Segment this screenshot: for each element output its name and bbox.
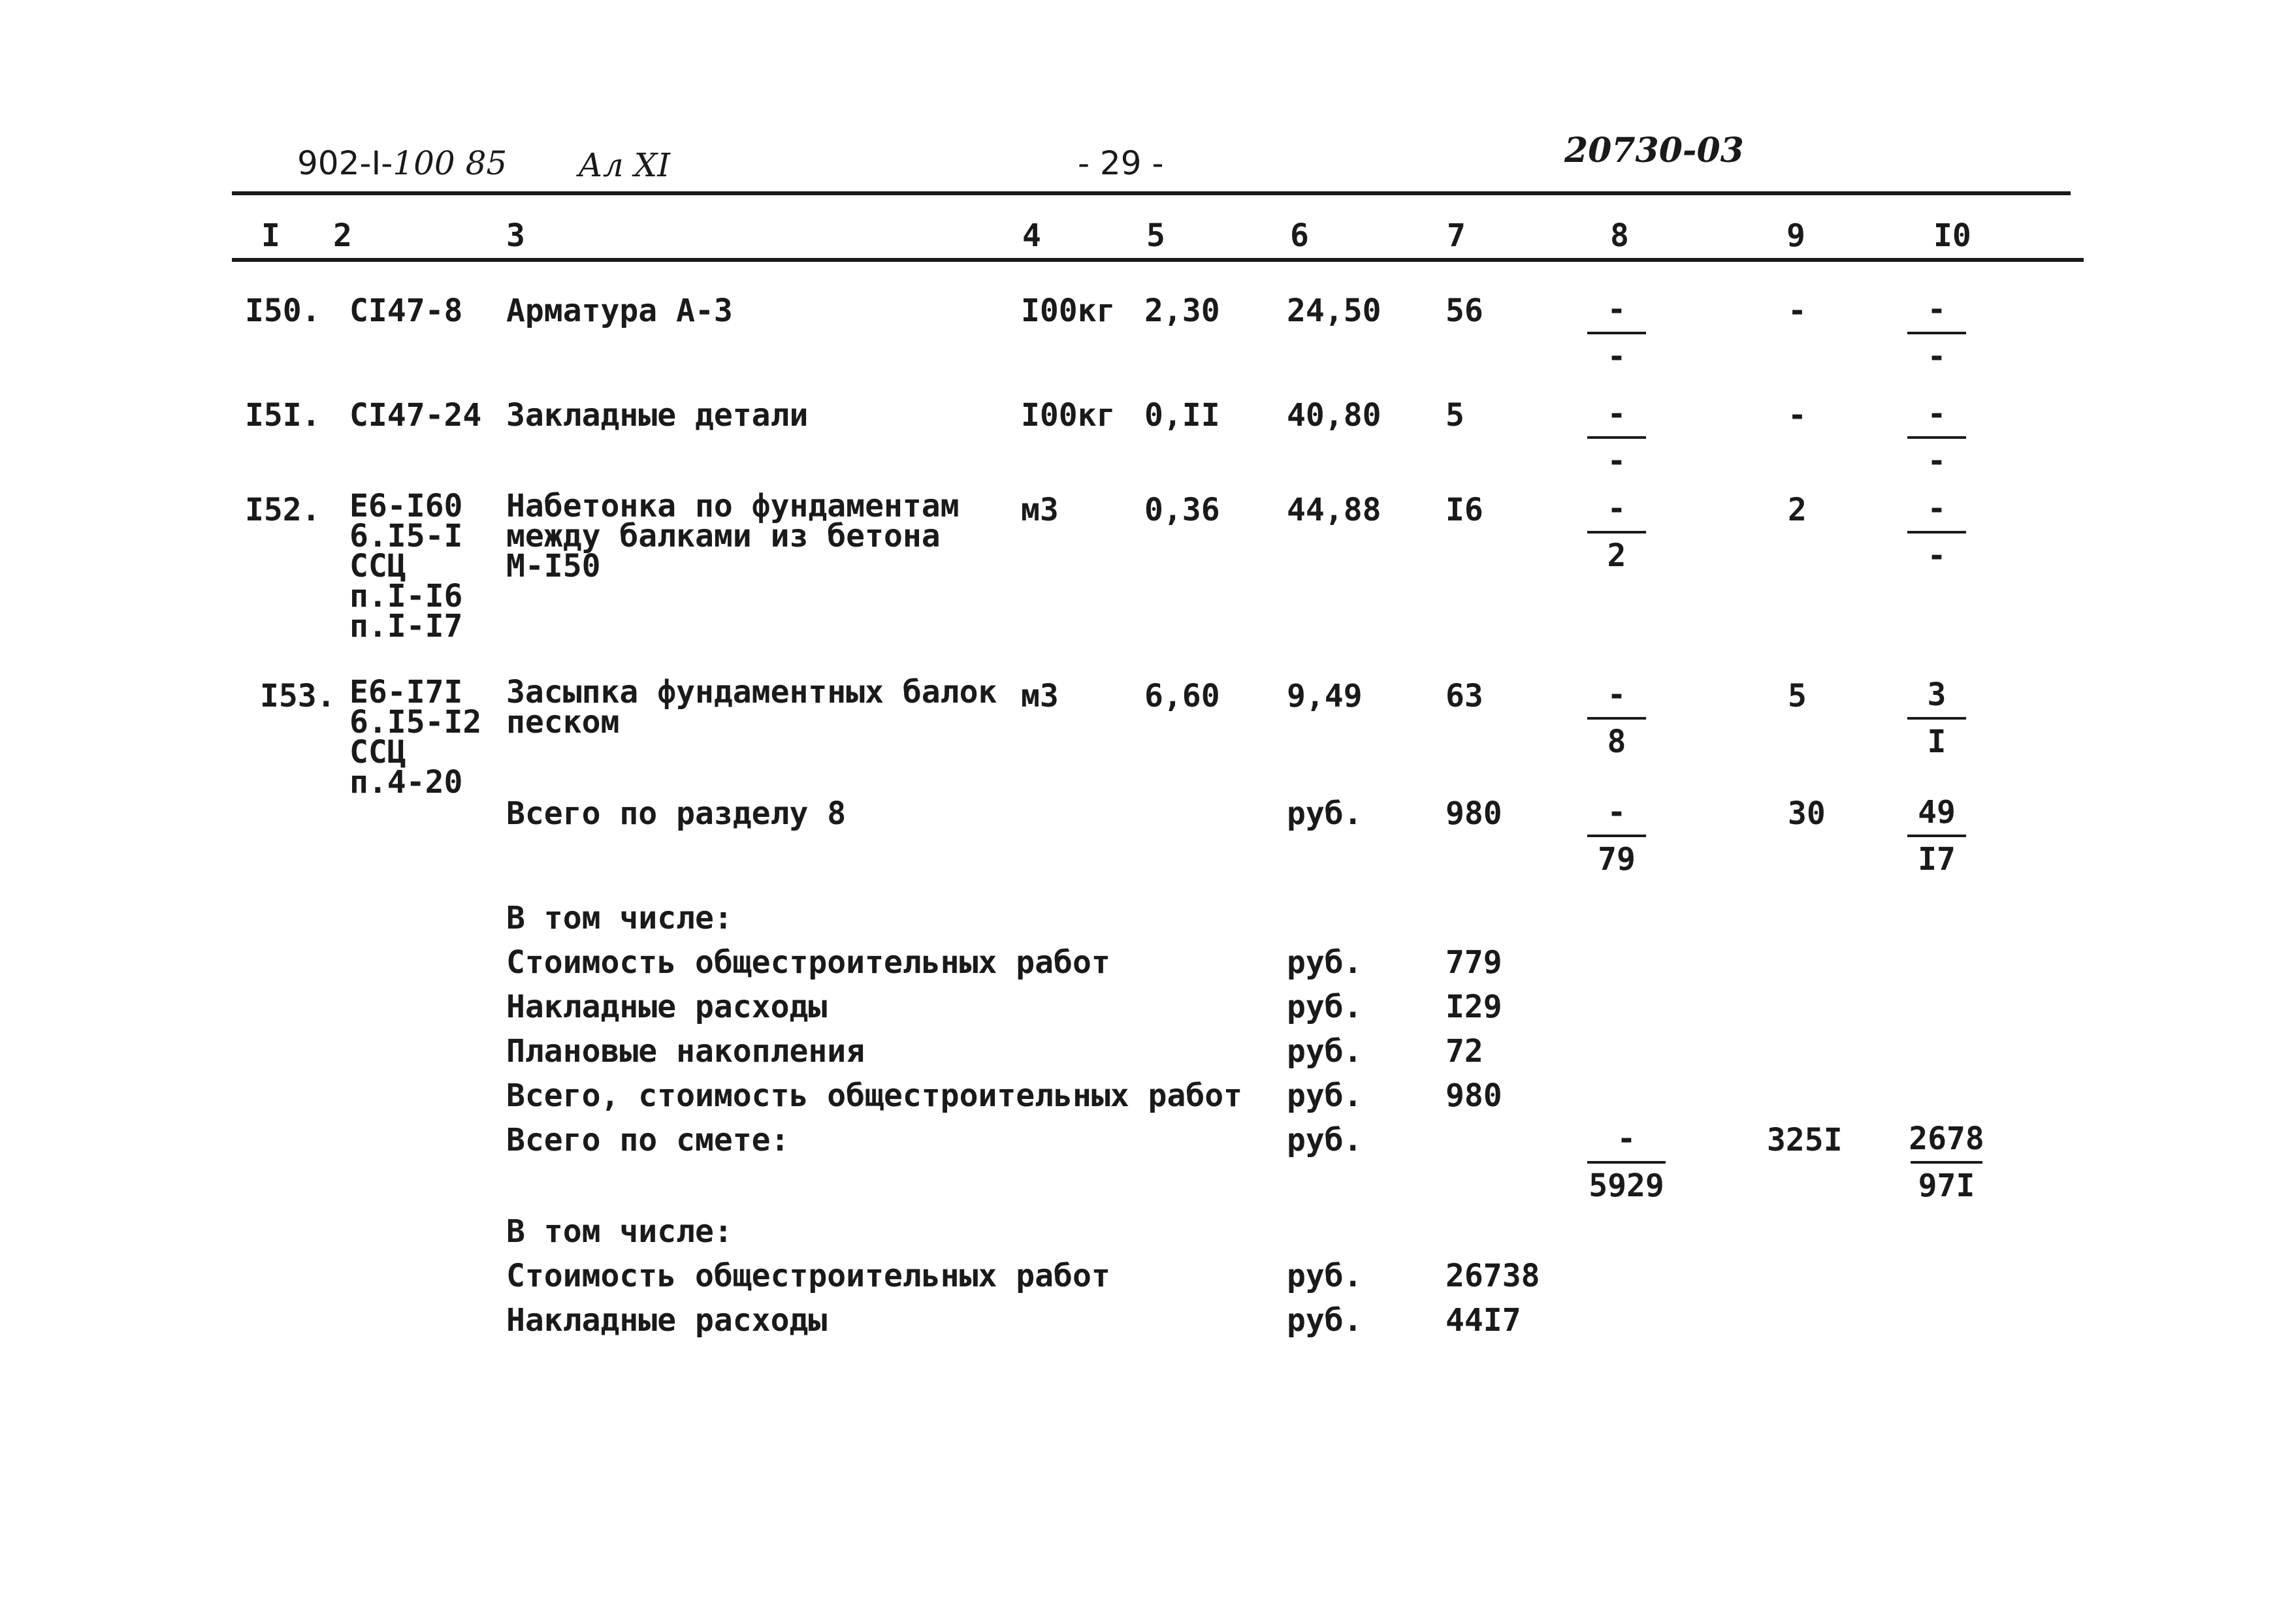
fraction-numerator: 3 (1927, 677, 1947, 713)
row-price: 40,80 (1287, 397, 1381, 434)
section-total-unit: руб. (1287, 795, 1363, 832)
row-name: Арматура А-3 (506, 293, 733, 329)
fraction-denominator: I7 (1918, 841, 1956, 878)
fraction-bar (1587, 717, 1646, 720)
row-col8-fraction (1581, 398, 1653, 481)
breakdown-item-label: Всего, стоимость общестроительных работ (506, 1077, 1243, 1114)
breakdown-item-label: Накладные расходы (506, 989, 828, 1025)
fraction-bar (1587, 436, 1646, 439)
row-price: 44,88 (1287, 492, 1381, 528)
breakdown-item-label: Плановые накопления (506, 1033, 865, 1070)
fraction-bar (1907, 835, 1966, 837)
row-col9: - (1788, 293, 1807, 329)
row-price: 24,50 (1287, 293, 1381, 329)
fraction-numerator: 2678 (1909, 1121, 1984, 1157)
row-qty: 0,II (1144, 397, 1220, 434)
fraction-numerator: - (1617, 1121, 1636, 1157)
breakdown-item-value: 26738 (1446, 1258, 1540, 1294)
fraction-numerator: - (1607, 794, 1626, 831)
breakdown-item-unit: руб. (1287, 1033, 1363, 1070)
row-col10-fraction (1901, 679, 1973, 761)
fraction-bar (1907, 332, 1966, 334)
row-name: Набетонка по фундаментам между балками из бетона М-I50 (506, 488, 960, 584)
row-number: I5I. (245, 397, 321, 434)
col-header-10: I0 (1933, 217, 1971, 254)
row-number: I52. (245, 492, 321, 528)
fraction-denominator: - (1607, 443, 1626, 479)
breakdown-item-unit: руб. (1287, 989, 1363, 1025)
row-unit: м3 (1021, 492, 1059, 528)
row-col10-fraction (1901, 291, 1973, 376)
row-total: I6 (1446, 492, 1483, 528)
section-total-col8-fraction (1581, 794, 1653, 879)
fraction-bar (1587, 531, 1646, 533)
document-code-handwritten: 100 85 (393, 144, 508, 182)
breakdown-item-label: Стоимость общестроительных работ (506, 944, 1110, 981)
row-qty: 6,60 (1144, 678, 1220, 714)
fraction-bar (1911, 1161, 1982, 1164)
fraction-numerator: - (1927, 396, 1947, 432)
page-number: - 29 - (1078, 144, 1164, 182)
fraction-denominator: I (1927, 724, 1947, 760)
row-number: I53. (260, 678, 336, 714)
breakdown-item-value: 72 (1446, 1033, 1483, 1070)
row-col9: - (1788, 397, 1807, 434)
fraction-denominator: 97I (1918, 1168, 1975, 1204)
fraction-denominator: - (1607, 338, 1626, 375)
fraction-denominator: - (1927, 338, 1947, 375)
estimate-total-col8-fraction (1581, 1123, 1672, 1205)
header-rule (232, 258, 2084, 262)
row-col8-fraction (1581, 679, 1653, 761)
row-col9: 5 (1788, 678, 1807, 714)
row-unit: м3 (1021, 678, 1059, 714)
breakdown-item-value: 980 (1446, 1077, 1502, 1114)
row-total: 63 (1446, 678, 1483, 714)
row-qty: 0,36 (1144, 492, 1220, 528)
col-header-6: 6 (1290, 217, 1309, 254)
estimate-total-unit: руб. (1287, 1122, 1363, 1158)
album-number: Ал XI (578, 146, 670, 184)
row-col10-fraction (1901, 398, 1973, 481)
row-unit: I00кг (1021, 293, 1116, 329)
section-total-col9: 30 (1788, 795, 1826, 832)
row-col10-fraction (1901, 490, 1973, 575)
document-code (297, 144, 508, 182)
fraction-numerator: - (1607, 291, 1626, 328)
including-label: В том числе: (506, 1213, 733, 1250)
top-rule (232, 191, 2071, 195)
fraction-denominator: 79 (1598, 841, 1636, 878)
row-name: Засыпка фундаментных балок песком (506, 674, 997, 740)
estimate-total-col9: 325I (1767, 1122, 1843, 1158)
breakdown-item-value: I29 (1446, 989, 1502, 1025)
col-header-3: 3 (506, 217, 525, 254)
row-price: 9,49 (1287, 678, 1363, 714)
fraction-denominator: 8 (1607, 724, 1626, 760)
breakdown-item-unit: руб. (1287, 1258, 1363, 1294)
section-total-value: 980 (1446, 795, 1502, 832)
row-name: Закладные детали (506, 397, 809, 434)
row-number: I50. (245, 293, 321, 329)
breakdown-item-value: 779 (1446, 944, 1502, 981)
row-code: CI47-8 (349, 293, 463, 329)
row-total: 5 (1446, 397, 1464, 434)
row-qty: 2,30 (1144, 293, 1220, 329)
fraction-numerator: - (1607, 677, 1626, 713)
fraction-numerator: 49 (1918, 794, 1956, 831)
fraction-numerator: - (1607, 396, 1626, 432)
including-label: В том числе: (506, 900, 733, 936)
document-code-printed: 902-I- (297, 144, 393, 182)
row-total: 56 (1446, 293, 1483, 329)
row-col8-fraction (1581, 291, 1653, 376)
fraction-bar (1907, 436, 1966, 439)
fraction-bar (1587, 1161, 1666, 1164)
col-header-5: 5 (1146, 217, 1165, 254)
section-total-label: Всего по разделу 8 (506, 795, 847, 832)
fraction-denominator: - (1927, 443, 1947, 479)
breakdown-item-unit: руб. (1287, 944, 1363, 981)
fraction-numerator: - (1927, 490, 1947, 527)
row-col8-fraction (1581, 490, 1653, 575)
col-header-8: 8 (1610, 217, 1629, 254)
fraction-numerator: - (1927, 291, 1947, 328)
fraction-bar (1587, 835, 1646, 837)
col-header-4: 4 (1022, 217, 1041, 254)
fraction-bar (1587, 332, 1646, 334)
breakdown-item-label: Стоимость общестроительных работ (506, 1258, 1110, 1294)
row-col9: 2 (1788, 492, 1807, 528)
row-code: E6-I7I 6.I5-I2 ССЦ п.4-20 (349, 674, 482, 801)
col-header-9: 9 (1786, 217, 1805, 254)
fraction-denominator: 2 (1607, 537, 1626, 574)
row-code: E6-I60 6.I5-I ССЦ п.I-I6 п.I-I7 (349, 488, 463, 645)
breakdown-item-unit: руб. (1287, 1077, 1363, 1114)
breakdown-item-unit: руб. (1287, 1302, 1363, 1339)
section-total-col10-fraction (1901, 794, 1973, 879)
col-header-7: 7 (1447, 217, 1466, 254)
row-code: CI47-24 (349, 397, 482, 434)
fraction-denominator: 5929 (1589, 1168, 1664, 1204)
col-header-1: I (261, 217, 280, 254)
row-unit: I00кг (1021, 397, 1116, 434)
fraction-bar (1907, 717, 1966, 720)
fraction-numerator: - (1607, 490, 1626, 527)
doc-number: 20730-03 (1564, 131, 1744, 170)
col-header-2: 2 (333, 217, 352, 254)
fraction-bar (1907, 531, 1966, 533)
breakdown-item-value: 44I7 (1446, 1302, 1521, 1339)
breakdown-item-label: Накладные расходы (506, 1302, 828, 1339)
estimate-total-col10-fraction (1904, 1123, 1989, 1205)
fraction-denominator: - (1927, 537, 1947, 574)
estimate-total-label: Всего по смете: (506, 1122, 790, 1158)
